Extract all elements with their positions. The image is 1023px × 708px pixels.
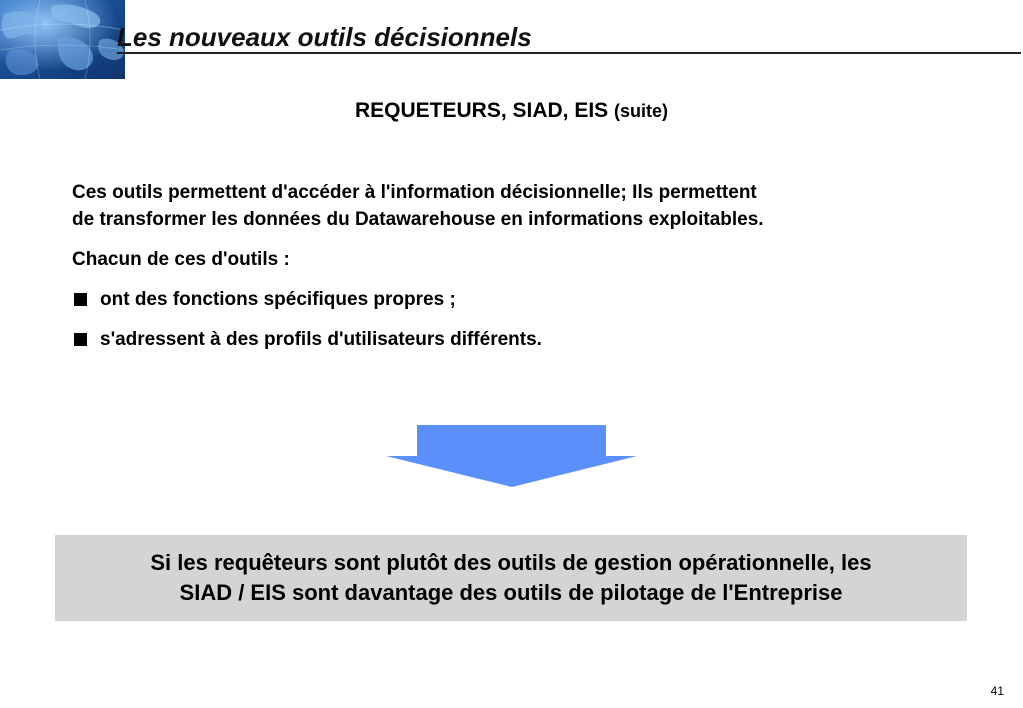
- conclusion-text: [71, 548, 951, 608]
- bullet-item: [72, 326, 972, 353]
- bullet-text: ont des fonctions spécifiques propres ;: [100, 289, 456, 310]
- slide-title: Les nouveaux outils décisionnels: [117, 22, 532, 52]
- corner-globe-image: [0, 0, 125, 79]
- intro-paragraph: [72, 179, 972, 233]
- bullet-text: s'adressent à des profils d'utilisateurs différents.: [100, 329, 542, 350]
- title-underline: [117, 52, 1021, 54]
- intro-line-1: Ces outils permettent d'accéder à l'information décisionnelle; Ils permettent: [72, 182, 757, 203]
- square-bullet-icon: [74, 333, 87, 346]
- tools-lead-in: Chacun de ces d'outils :: [72, 249, 290, 270]
- intro-line-2: de transformer les données du Datawarehouse en informations exploitables.: [72, 209, 764, 230]
- square-bullet-icon: [74, 293, 87, 306]
- globe-image-graphic: [0, 0, 125, 79]
- page-number: 41: [990, 684, 1004, 698]
- subtitle-main: REQUETEURS, SIAD, EIS: [354, 99, 609, 122]
- section-subtitle: [0, 98, 1023, 124]
- conclusion-line-1: Si les requêteurs sont plutôt des outils de gestion opérationnelle, les: [150, 550, 872, 575]
- subtitle-suffix: (suite): [614, 101, 669, 121]
- conclusion-box: [55, 535, 967, 621]
- body-text: [72, 179, 972, 353]
- conclusion-line-2: SIAD / EIS sont davantage des outils de pilotage de l'Entreprise: [179, 580, 843, 605]
- bullet-item: [72, 286, 972, 313]
- down-arrow-icon: [386, 425, 638, 488]
